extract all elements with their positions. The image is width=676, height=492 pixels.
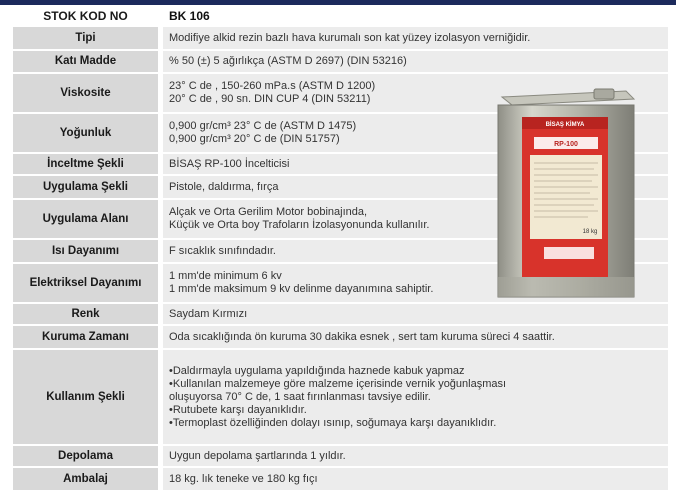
top-accent-bar [0,0,676,5]
spec-value-line: •Daldırmayla uygulama yapıldığında haznede kabuk yapmaz [169,364,465,377]
spec-value-line: 20° C de , 90 sn. DIN CUP 4 (DIN 53211) [169,93,371,105]
spec-label: Katı Madde [13,51,158,72]
spec-label: Kullanım Şekli [13,350,158,444]
spec-value-line: Oda sıcaklığında ön kuruma 30 dakika esnek , sert tam kuruma süreci 4 saattir. [169,330,555,343]
spec-row [13,468,668,490]
header-row [13,8,668,25]
spec-value-line: 1 mm'de minimum 6 kv [169,270,282,282]
spec-value-line: •Termoplast özelliğinden dolayı ısınıp, soğumaya karşı dayanıklıdır. [169,416,497,429]
spec-label: Uygulama Şekli [13,176,158,198]
spec-label: Tipi [13,27,158,49]
spec-value [163,446,668,466]
spec-value-line: Uygun depolama şartlarında 1 yıldır. [169,449,346,462]
spec-label: İnceltme Şekli [13,154,158,174]
spec-value [163,350,668,444]
spec-row [13,446,668,466]
spec-value-line: Küçük ve Orta boy Trafoların İzolasyonunda kullanılır. [169,219,430,231]
svg-text:RP-100: RP-100 [554,141,578,148]
spec-label: Kuruma Zamanı [13,326,158,348]
spec-value-line: 0,900 gr/cm³ 20° C de (DIN 51757) [169,133,340,145]
spec-label: Renk [13,304,158,324]
spec-label: Elektriksel Dayanımı [13,264,158,302]
spec-value-line: Modifiye alkid rezin bazlı hava kurumalı son kat yüzey izolasyon verniğidir. [169,31,531,44]
spec-label: Uygulama Alanı [13,200,158,238]
spec-value-line: % 50 (±) 5 ağırlıkça (ASTM D 2697) (DIN 53216) [169,55,407,67]
spec-label: Isı Dayanımı [13,240,158,262]
spec-row [13,51,668,72]
spec-value [163,304,668,324]
spec-value [163,326,668,348]
spec-value-line: •Kullanılan malzemeye göre malzeme içerisinde vernik yoğunlaşması [169,377,507,390]
spec-label: Viskosite [13,74,158,112]
spec-row [13,326,668,348]
spec-value [163,51,668,72]
spec-value-line: •Rutubete karşı dayanıklıdır. [169,403,307,416]
svg-text:18 kg: 18 kg [582,229,598,235]
svg-text:BİSAŞ KİMYA: BİSAŞ KİMYA [545,122,585,128]
spec-label: Ambalaj [13,468,158,490]
spec-value-line: BİSAŞ RP-100 İncelticisi [169,157,290,170]
spec-value [163,27,668,49]
spec-row [13,350,668,444]
spec-label: Depolama [13,446,158,466]
spec-row [13,304,668,324]
stock-code-label: STOK KOD NO [13,8,158,25]
spec-value-line: 23° C de , 150-260 mPa.s (ASTM D 1200) [169,80,376,92]
spec-value-line: Alçak ve Orta Gerilim Motor bobinajında, [169,206,368,218]
spec-value [163,468,668,490]
stock-code-value: BK 106 [163,8,668,25]
spec-row [13,27,668,49]
spec-value-line: 18 kg. lık teneke ve 180 kg fıçı [169,472,318,485]
product-tin-image [494,87,639,300]
spec-value-line: 1 mm'de maksimum 9 kv delinme dayanımına sahiptir. [169,283,434,295]
spec-label: Yoğunluk [13,114,158,152]
spec-value-line: oluşuyorsa 70° C de, 1 saat fırınlanması tavsiye edilir. [169,390,431,403]
spec-value-line: Saydam Kırmızı [169,307,248,320]
spec-value-line: 0,900 gr/cm³ 23° C de (ASTM D 1475) [169,120,357,132]
spec-value-line: F sıcaklık sınıfındadır. [169,244,276,257]
spec-value-line: Pistole, daldırma, fırça [169,180,279,193]
